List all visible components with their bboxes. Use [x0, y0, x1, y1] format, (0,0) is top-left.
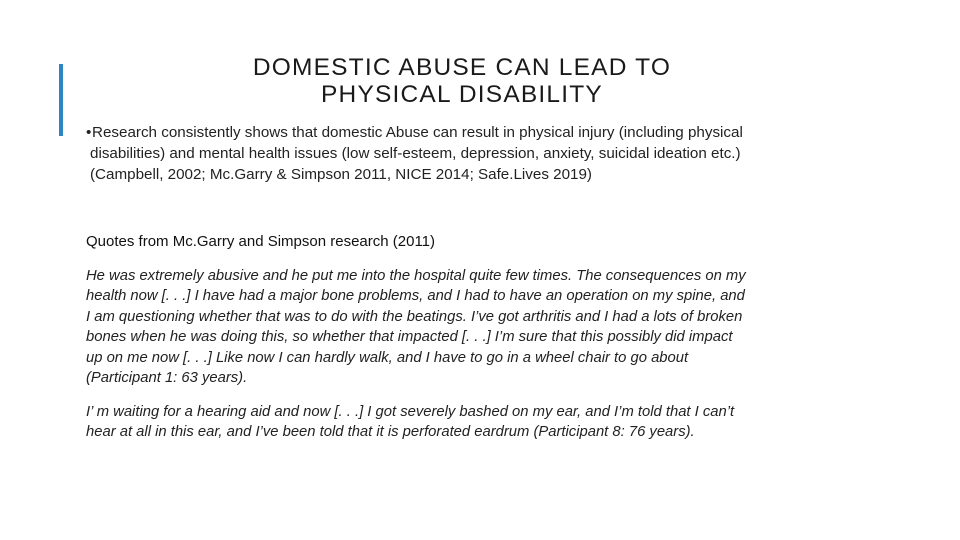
quote-1-line: up on me now [. . .] Like now I can hardly walk, and I have to go in a wheel chair to go about	[86, 349, 689, 366]
research-bullet	[86, 122, 846, 185]
quote-1-line: I am questioning whether that was to do with the beatings. I’ve got arthritis and I had a lots of broken	[86, 308, 743, 325]
quote-1-line: bones when he was doing this, so whether that impacted [. . .] I’m sure that this possibly did impact	[86, 329, 733, 346]
quote-1-line: health now [. . .] I have had a major bone problems, and I had to have an operation on my spine, and	[86, 288, 745, 305]
slide-title	[160, 54, 764, 108]
quote-1-line: (Participant 1: 63 years).	[86, 370, 248, 387]
title-accent-bar	[59, 64, 63, 136]
bullet-line-2: disabilities) and mental health issues (low self-esteem, depression, anxiety, suicidal ideation etc.)	[90, 145, 741, 162]
quotes-heading: Quotes from Mc.Garry and Simpson research (2011)	[86, 233, 436, 250]
bullet-line-1	[86, 122, 846, 143]
slide-title-line-1: DOMESTIC ABUSE CAN LEAD TO	[252, 54, 672, 81]
quote-participant-1	[86, 266, 856, 388]
slide-title-line-2: PHYSICAL DISABILITY	[321, 81, 603, 108]
bullet-line-1-text: Research consistently shows that domestic Abuse can result in physical injury (including physical	[92, 124, 743, 141]
bullet-line-3: (Campbell, 2002; Mc.Garry & Simpson 2011, NICE 2014; Safe.Lives 2019)	[90, 166, 592, 183]
quote-2-line: hear at all in this ear, and I’ve been told that it is perforated eardrum (Participant 8: 76 years).	[86, 424, 695, 441]
quote-2-line: I’ m waiting for a hearing aid and now [. . .] I got severely bashed on my ear, and I’m told that I can’t	[86, 404, 735, 420]
quote-participant-8	[86, 402, 856, 443]
bullet-marker: •	[86, 124, 92, 141]
quote-1-line: He was extremely abusive and he put me into the hospital quite few times. The consequences on my	[86, 268, 746, 284]
